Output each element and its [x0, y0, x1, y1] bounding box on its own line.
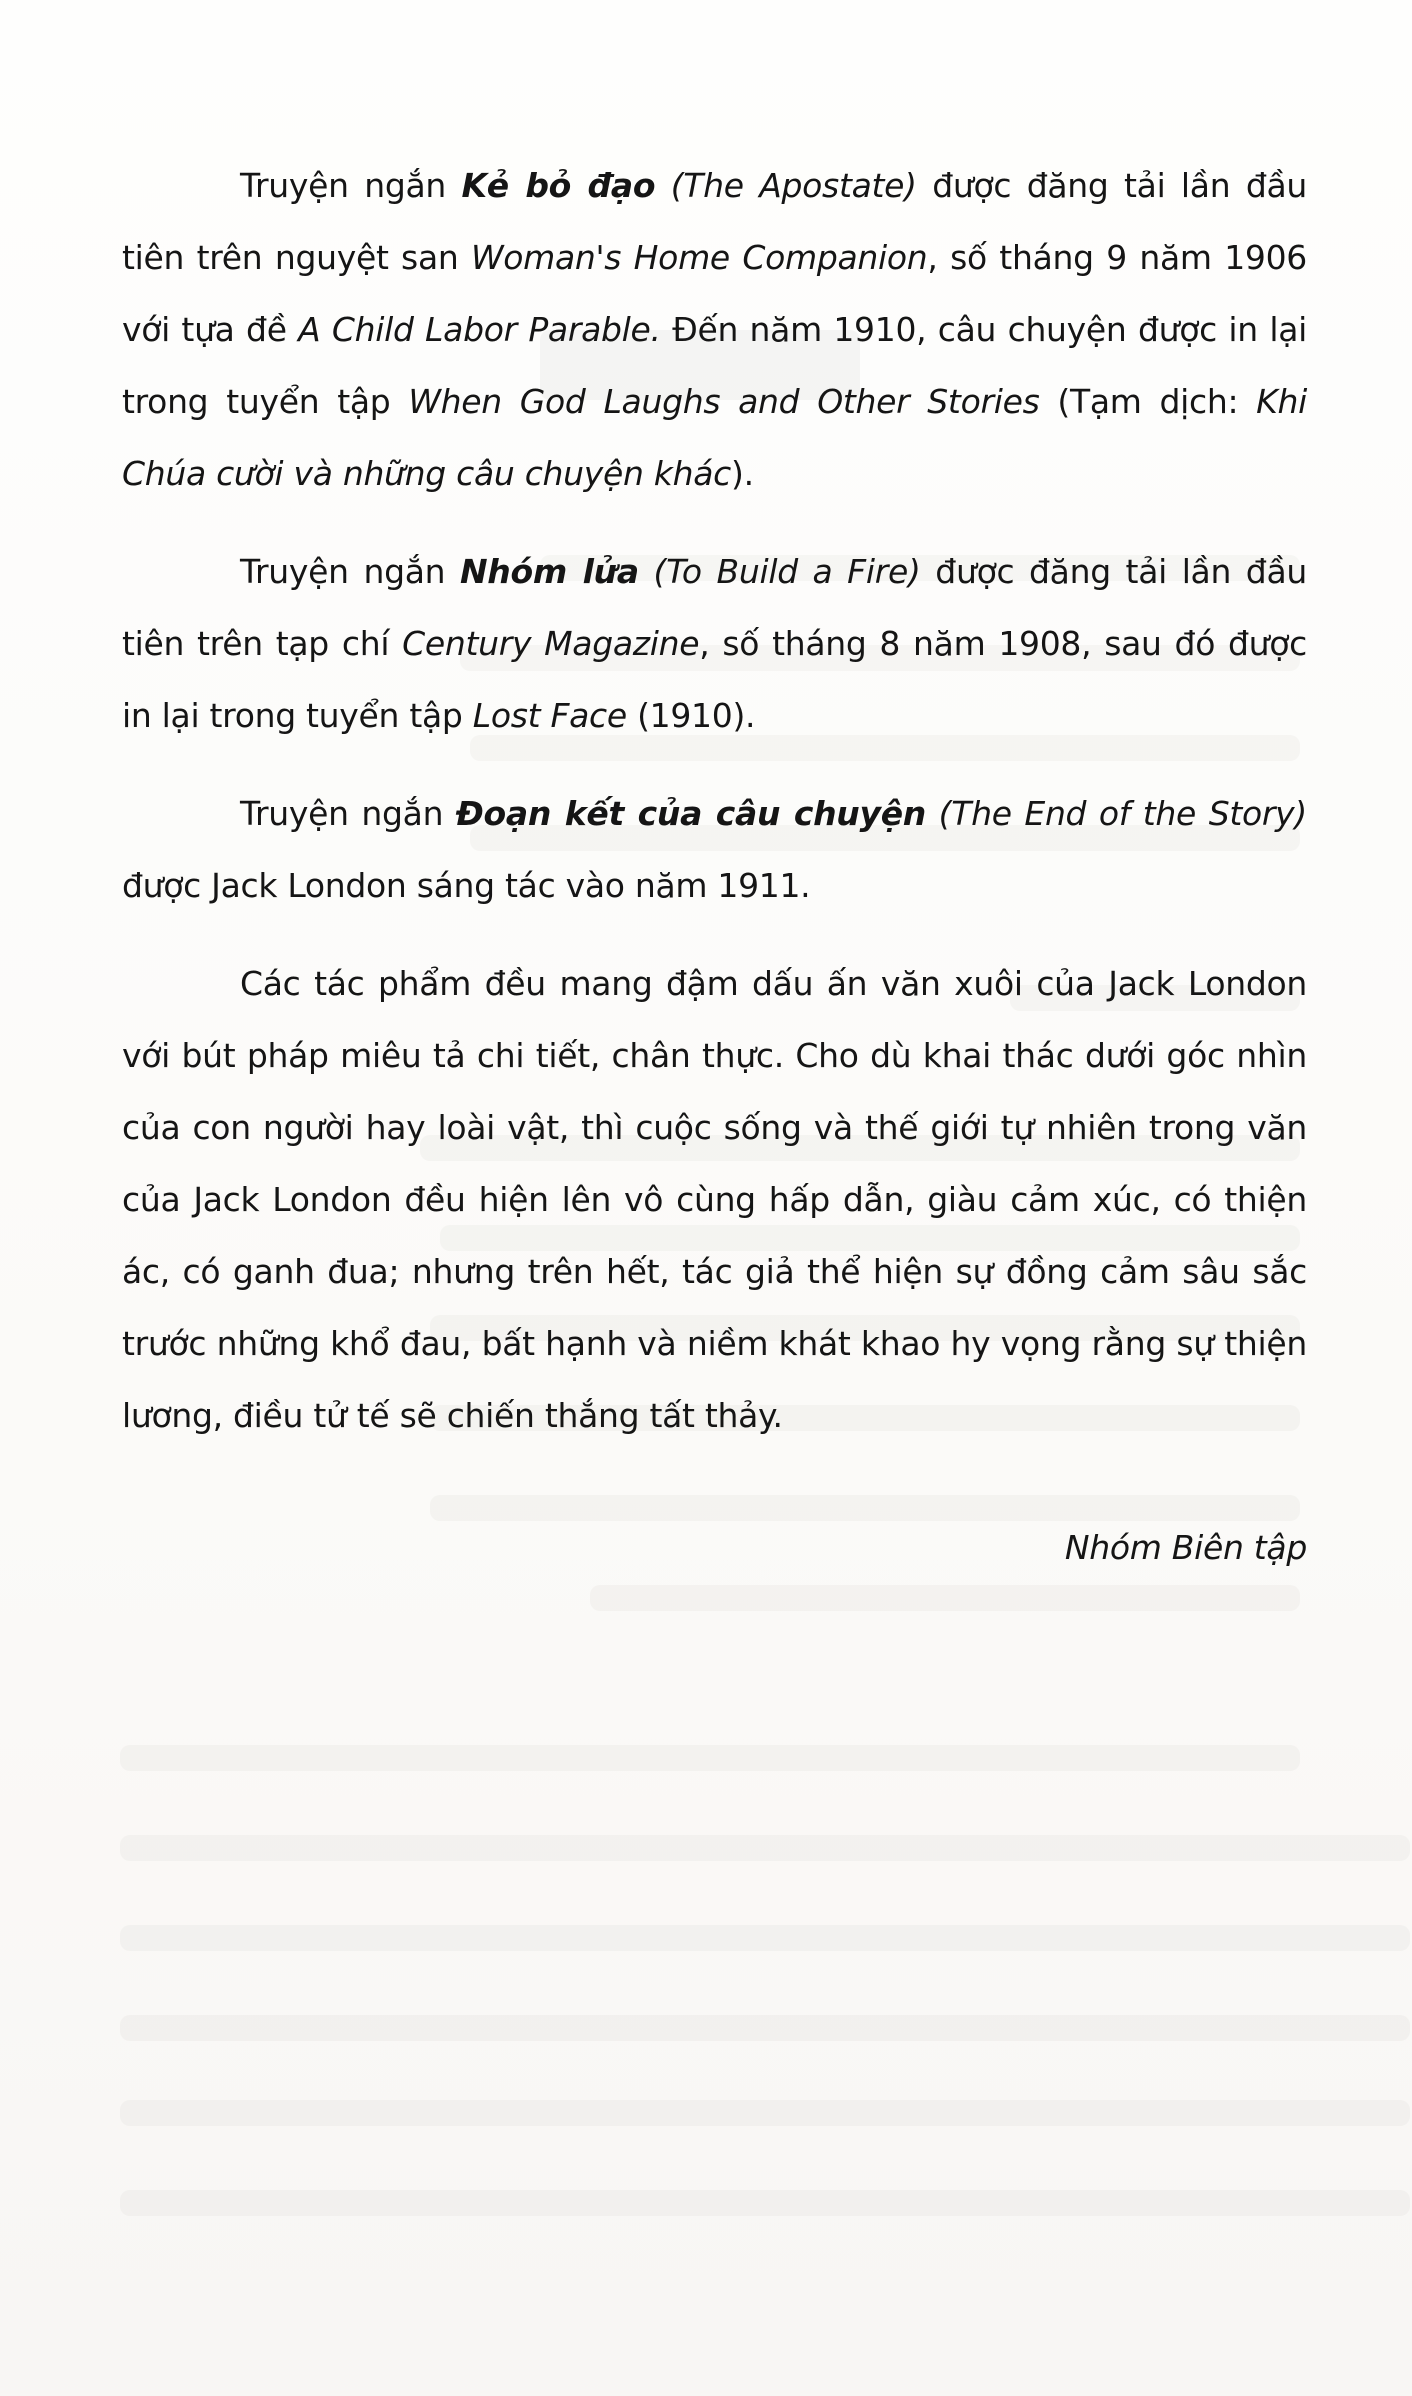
- text-run: , số tháng 9 năm 1906 với tựa đề: [122, 238, 1307, 349]
- paragraph-the-end-of-the-story: [122, 778, 1307, 922]
- italic-run: A Child Labor Parable.: [298, 310, 661, 349]
- italic-run: Century Magazine: [402, 624, 700, 663]
- italic-run: Woman's Home Companion: [470, 238, 928, 277]
- story-title: Nhóm lửa: [459, 552, 639, 591]
- text-run: [639, 552, 654, 591]
- italic-run: (To Build a Fire): [653, 552, 921, 591]
- text-run: (Tạm dịch:: [1039, 382, 1257, 421]
- text-run: [926, 794, 939, 833]
- italic-run: Lost Face: [472, 696, 627, 735]
- show-through-line: [590, 1585, 1300, 1611]
- text-run: Truyện ngắn: [240, 552, 460, 591]
- text-run: Truyện ngắn: [240, 166, 462, 205]
- text-run: , số tháng 8 năm 1908, sau đó được in lại trong tuyển tập: [122, 624, 1307, 735]
- text-run: Truyện ngắn: [240, 794, 456, 833]
- text-run: (1910).: [626, 696, 756, 735]
- text-run: được đăng tải lần đầu tiên trên tạp chí: [122, 552, 1307, 663]
- story-title: Đoạn kết của câu chuyện: [455, 794, 926, 833]
- italic-run: (The End of the Story): [938, 794, 1307, 833]
- show-through-line: [120, 2015, 1410, 2041]
- show-through-line: [120, 1925, 1410, 1951]
- italic-run: (The Apostate): [670, 166, 917, 205]
- text-run: Đến năm 1910, câu chuyện được in lại trong tuyển tập: [122, 310, 1307, 421]
- paragraph-summary: [122, 948, 1307, 1452]
- signature: Nhóm Biên tập: [1064, 1528, 1307, 1567]
- text-run: được Jack London sáng tác vào năm 1911.: [122, 866, 811, 905]
- show-through-line: [120, 2190, 1410, 2216]
- text-run: ).: [731, 454, 754, 493]
- show-through-line: [120, 2100, 1410, 2126]
- paragraph-the-apostate: [122, 150, 1307, 510]
- text-run: Các tác phẩm đều mang đậm dấu ấn văn xuôi của Jack London với bút pháp miêu tả chi tiết, chân thực. Cho dù khai thác dưới góc nhìn của con người hay loài vật, thì cuộc sống và thế giới tự nhiên trong văn của Jack London đều hiện lên vô cùng hấp dẫn, giàu cảm xúc, có thiện ác, có ganh đua; nhưng trên hết, tác giả thể hiện sự đồng cảm sâu sắc trước những khổ đau, bất hạnh và niềm khát khao hy vọng rằng sự thiện lương, điều tử tế sẽ chiến thắng tất thảy.: [122, 964, 1307, 1435]
- text-run: được đăng tải lần đầu tiên trên nguyệt san: [122, 166, 1308, 277]
- show-through-line: [120, 1835, 1410, 1861]
- italic-run: When God Laughs and Other Stories: [408, 382, 1040, 421]
- body-text: [122, 150, 1307, 1584]
- story-title: Kẻ bỏ đạo: [461, 166, 656, 205]
- italic-run: Khi Chúa cười và những câu chuyện khác: [122, 382, 1307, 493]
- text-run: [655, 166, 671, 205]
- show-through-line: [120, 1745, 1300, 1771]
- paragraph-to-build-a-fire: [122, 536, 1307, 752]
